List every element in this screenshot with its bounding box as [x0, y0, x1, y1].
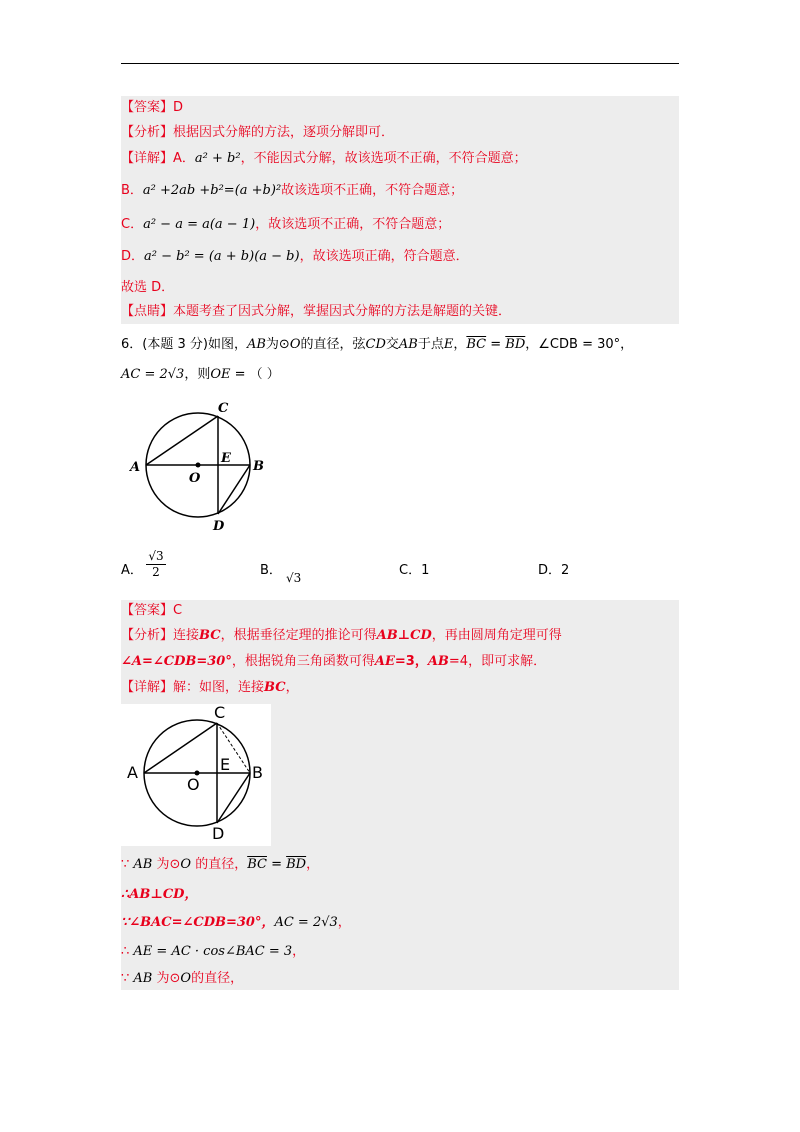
analysis-line-2: ∠A=∠CDB=30°，根据锐角三角函数可得AE=3，AB=4，即可求解． — [121, 654, 547, 669]
choose-line: 故选 D． — [121, 280, 175, 295]
label-C: C — [214, 704, 226, 722]
answer-block-q6 — [121, 600, 679, 990]
option-a-fraction: √3 2 — [146, 549, 166, 580]
analysis-line-1: 【分析】连接BC，根据垂径定理的推论可得AB⊥CD，再由圆周角定理可得 — [121, 628, 562, 643]
step-2: ∴AB⊥CD， — [121, 887, 198, 902]
step-3: ∵∠BAC=∠CDB=30°，AC = 2√3， — [121, 915, 351, 930]
label-A: A — [127, 763, 138, 782]
step-1: ∵ AB 为⊙O 的直径，$\overline{BC} = \overline{BD}$， — [121, 857, 320, 872]
detail-line-b: B．a² +2ab +b²=(a +b)²故该选项不正确，不符合题意； — [121, 183, 464, 198]
label-O: O — [189, 471, 201, 486]
detail-line-a: 【详解】A．a² + b²，不能因式分解，故该选项不正确，不符合题意； — [121, 151, 527, 166]
label-D: D — [212, 824, 225, 843]
option-b[interactable]: B． — [260, 563, 282, 578]
label-B: B — [252, 763, 263, 782]
label-A: A — [130, 460, 141, 475]
question-line-1: 6．(本题 3 分)如图，AB为⊙O的直径，弦CD交AB于点E，$\overline{BC} = \overline{BD}$，∠CDB = 30°， — [121, 337, 634, 352]
option-d[interactable]: D．2 — [538, 563, 570, 578]
detail-line-c: C．a² − a = a(a − 1)，故该选项不正确，不符合题意； — [121, 217, 451, 232]
answer-label: 【答案】D — [121, 100, 184, 115]
label-B: B — [253, 459, 264, 474]
detail-line: 【详解】解：如图，连接BC， — [121, 680, 299, 695]
label-E: E — [221, 451, 231, 466]
label-C: C — [218, 401, 229, 416]
label-D: D — [213, 519, 225, 534]
comment-line: 【点睛】本题考查了因式分解，掌握因式分解的方法是解题的关键． — [121, 304, 512, 319]
step-4: ∴ AE = AC · cos∠BAC = 3， — [121, 944, 306, 959]
question-line-2: AC = 2√3，则OE = （ ） — [121, 367, 280, 382]
label-E: E — [220, 755, 231, 774]
answer-label: 【答案】C — [121, 603, 183, 618]
analysis-line: 【分析】根据因式分解的方法，逐项分解即可． — [121, 125, 395, 140]
header-rule — [121, 63, 679, 64]
circle-figure-question — [125, 398, 275, 542]
step-5: ∵ AB 为⊙O的直径， — [121, 971, 244, 986]
detail-line-d: D．a² − b² = (a + b)(a − b)，故该选项正确，符合题意． — [121, 249, 469, 264]
option-b-value: √3 — [286, 571, 302, 585]
option-c[interactable]: C．1 — [399, 563, 430, 578]
option-a[interactable]: A． — [121, 563, 143, 578]
label-O: O — [187, 775, 200, 794]
circle-figure-solution — [121, 704, 271, 846]
answer-block-q5 — [121, 96, 679, 324]
